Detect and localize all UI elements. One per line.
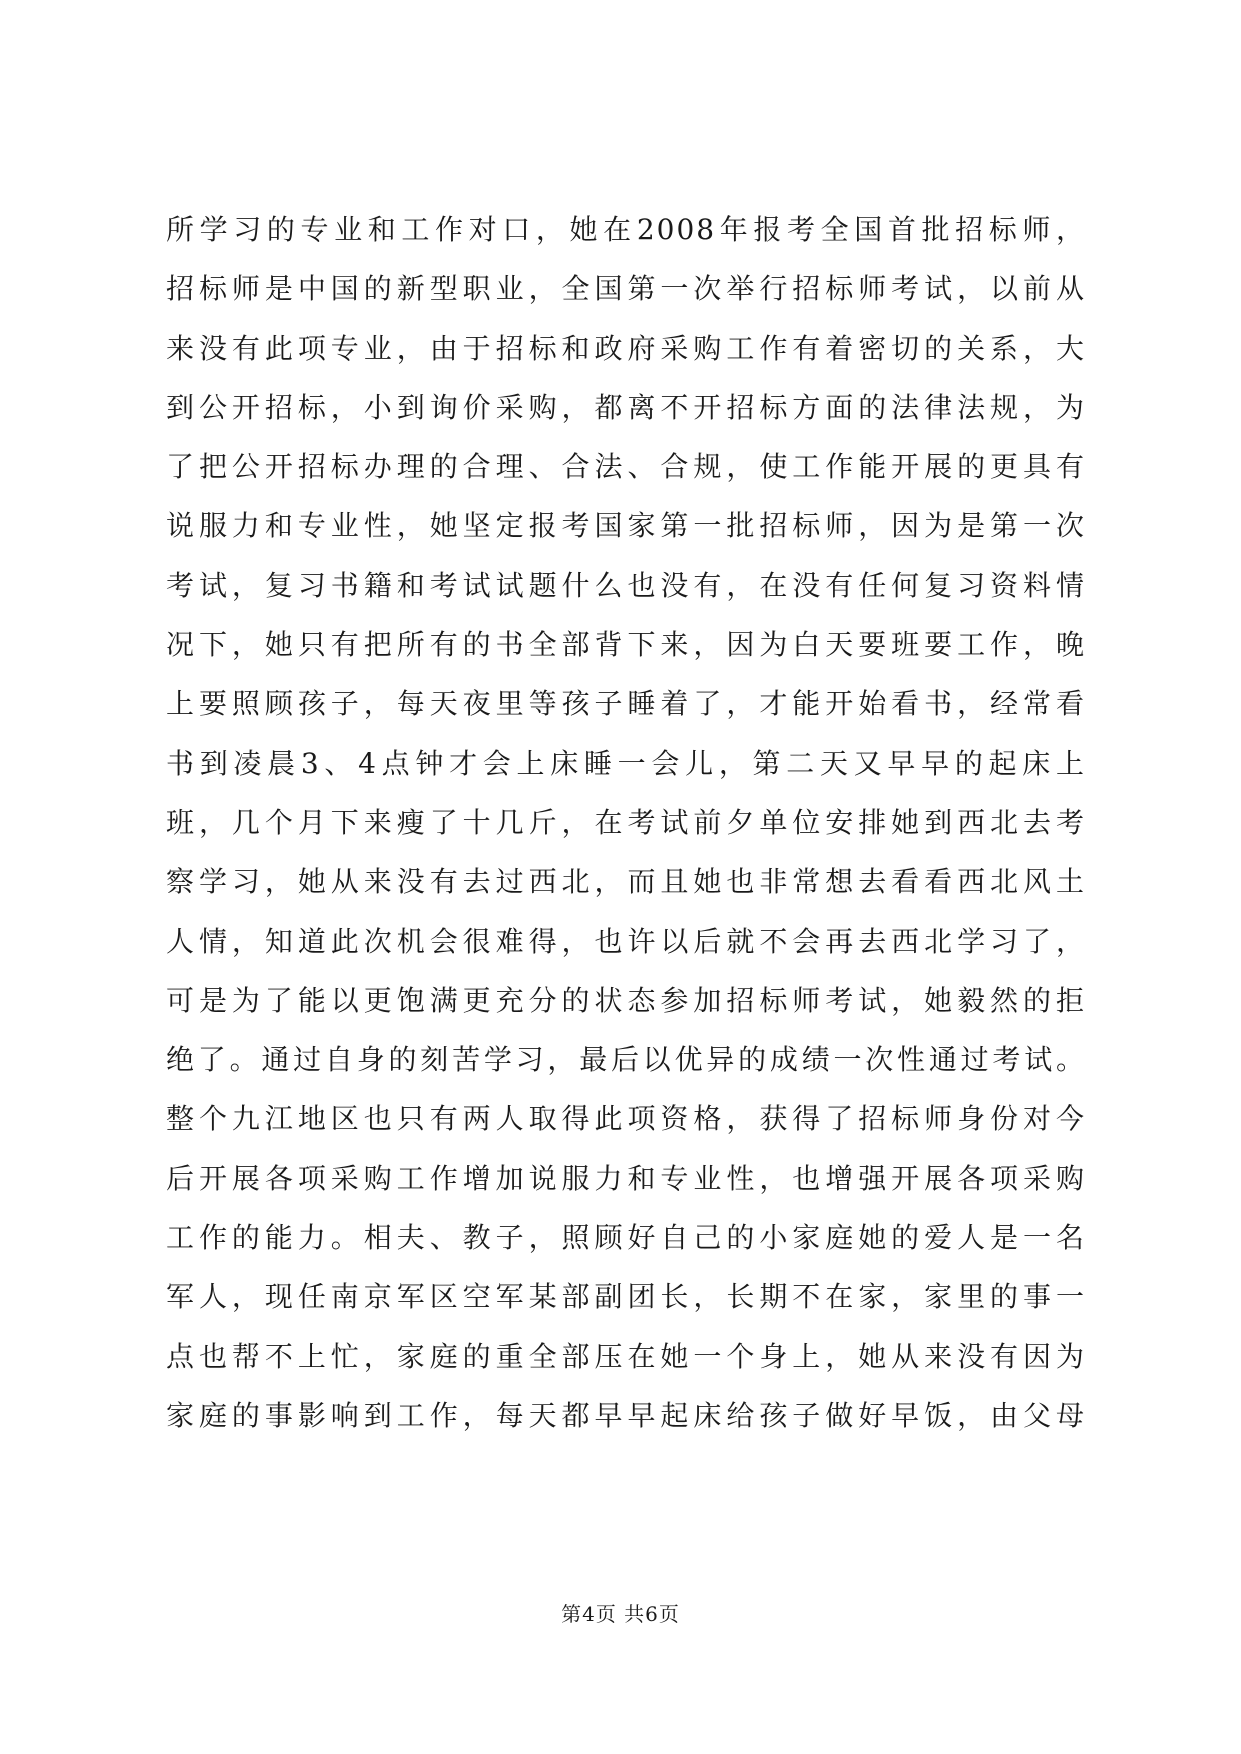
text-line: 上要照顾孩子，每天夜里等孩子睡着了，才能开始看书，经常看 — [166, 687, 1086, 721]
text-line: 考试，复习书籍和考试试题什么也没有，在没有任何复习资料情 — [166, 568, 1086, 602]
text-line: 班，几个月下来瘦了十几斤，在考试前夕单位安排她到西北去考 — [166, 805, 1086, 839]
text-line: 了把公开招标办理的合理、合法、合规，使工作能开展的更具有 — [166, 450, 1086, 484]
text-line: 察学习，她从来没有去过西北，而且她也非常想去看看西北风土 — [166, 865, 1086, 899]
text-line: 可是为了能以更饱满更充分的状态参加招标师考试，她毅然的拒 — [166, 983, 1086, 1017]
text-line: 况下，她只有把所有的书全部背下来，因为白天要班要工作，晚 — [166, 628, 1086, 662]
text-line: 招标师是中国的新型职业，全国第一次举行招标师考试，以前从 — [166, 272, 1086, 306]
body-text — [166, 200, 1086, 1445]
text-line: 后开展各项采购工作增加说服力和专业性，也增强开展各项采购 — [166, 1161, 1086, 1195]
text-line: 说服力和专业性，她坚定报考国家第一批招标师，因为是第一次 — [166, 509, 1086, 543]
text-line: 所学习的专业和工作对口，她在2008年报考全国首批招标师， — [166, 213, 1086, 246]
text-line: 人情，知道此次机会很难得，也许以后就不会再去西北学习了， — [166, 924, 1086, 958]
page-number-footer: 第4页 共6页 — [561, 1602, 680, 1626]
text-line: 整个九江地区也只有两人取得此项资格，获得了招标师身份对今 — [166, 1102, 1086, 1136]
text-line: 绝了。通过自身的刻苦学习，最后以优异的成绩一次性通过考试。 — [166, 1043, 1086, 1077]
text-line: 到公开招标，小到询价采购，都离不开招标方面的法律法规，为 — [166, 390, 1086, 424]
text-line: 来没有此项专业，由于招标和政府采购工作有着密切的关系，大 — [166, 331, 1086, 365]
text-line: 工作的能力。相夫、教子，照顾好自己的小家庭她的爱人是一名 — [166, 1221, 1086, 1255]
text-line: 书到凌晨3、4点钟才会上床睡一会儿，第二天又早早的起床上 — [166, 746, 1086, 780]
text-line: 军人，现任南京军区空军某部副团长，长期不在家，家里的事一 — [166, 1280, 1086, 1314]
text-line: 家庭的事影响到工作，每天都早早起床给孩子做好早饭，由父母 — [166, 1398, 1086, 1432]
text-line: 点也帮不上忙，家庭的重全部压在她一个身上，她从来没有因为 — [166, 1339, 1086, 1373]
